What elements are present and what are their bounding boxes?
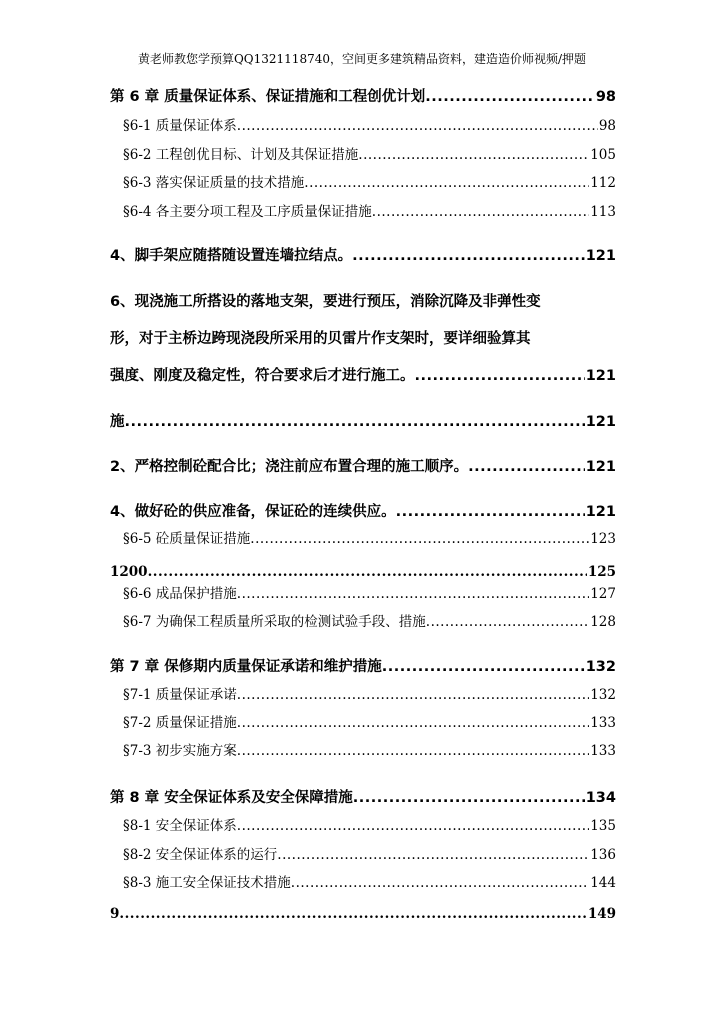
toc-entry-label: §6-6 成品保护措施 bbox=[123, 586, 237, 602]
dot-leader bbox=[250, 531, 589, 547]
toc-entry-chapter-8[interactable] bbox=[110, 786, 616, 807]
toc-entry-support-line-1: 6、现浇施工所搭设的落地支架，要进行预压，消除沉降及非弹性变 bbox=[110, 294, 541, 310]
toc-entry-page: 135 bbox=[590, 818, 616, 834]
toc-entry-label: §7-1 质量保证承诺 bbox=[123, 687, 237, 703]
toc-entry-page: 98 bbox=[598, 118, 616, 134]
toc-entry-concrete-mix[interactable] bbox=[110, 455, 616, 476]
toc-entry-label: §6-4 各主要分项工程及工序质量保证措施 bbox=[123, 204, 372, 220]
toc-entry-page: 121 bbox=[585, 504, 616, 520]
toc-entry-7-3[interactable] bbox=[123, 739, 616, 759]
toc-entry-label: 施 bbox=[110, 414, 125, 430]
toc-entry-label: §8-2 安全保证体系的运行 bbox=[123, 847, 278, 863]
toc-entry-page: 133 bbox=[590, 743, 616, 759]
toc-entry-page: 113 bbox=[590, 204, 616, 220]
toc-entry-page: 144 bbox=[590, 875, 616, 891]
dot-leader bbox=[148, 564, 587, 580]
toc-entry-label: §6-2 工程创优目标、计划及其保证措施 bbox=[123, 147, 359, 163]
dot-leader bbox=[237, 687, 589, 703]
toc-entry-page: 127 bbox=[590, 586, 616, 602]
toc-entry-8-1[interactable] bbox=[123, 814, 616, 834]
toc-entry-support-line-3[interactable] bbox=[110, 364, 616, 385]
dot-leader bbox=[352, 248, 585, 264]
dot-leader bbox=[358, 147, 589, 163]
toc-entry-chapter-7[interactable] bbox=[110, 655, 616, 676]
toc-entry-label: 9 bbox=[110, 906, 120, 922]
toc-entry-6-4[interactable] bbox=[123, 200, 616, 220]
toc-entry-label: 第 6 章 质量保证体系、保证措施和工程创优计划 bbox=[110, 89, 426, 105]
toc-entry-7-1[interactable] bbox=[123, 683, 616, 703]
toc-entry-support-line-2: 形，对于主桥边跨现浇段所采用的贝雷片作支架时，要详细验算其 bbox=[110, 331, 531, 347]
toc-entry-page: 128 bbox=[590, 614, 616, 630]
toc-entry-label: 2、严格控制砼配合比；浇注前应布置合理的施工顺序。 bbox=[110, 459, 469, 475]
toc-entry-page: 132 bbox=[585, 659, 616, 675]
toc-entry-page: 136 bbox=[590, 847, 616, 863]
toc-entry-label: 强度、刚度及稳定性，符合要求后才进行施工。 bbox=[110, 368, 415, 384]
toc-entry-page: 132 bbox=[590, 687, 616, 703]
toc-entry-chapter-6[interactable] bbox=[110, 85, 616, 106]
toc-entry-6-6[interactable] bbox=[123, 582, 616, 602]
toc-entry-label: 第 7 章 保修期内质量保证承诺和维护措施 bbox=[110, 659, 382, 675]
toc-entry-6-7[interactable] bbox=[123, 610, 616, 630]
toc-entry-page: 149 bbox=[587, 906, 616, 922]
toc-entry-page: 105 bbox=[590, 147, 616, 163]
dot-leader bbox=[425, 89, 595, 105]
toc-entry-6-1[interactable] bbox=[123, 114, 616, 134]
dot-leader bbox=[237, 715, 589, 731]
toc-entry-label: §6-1 质量保证体系 bbox=[123, 118, 237, 134]
dot-leader bbox=[237, 118, 598, 134]
toc-entry-page: 133 bbox=[590, 715, 616, 731]
dot-leader bbox=[237, 743, 589, 759]
dot-leader bbox=[125, 414, 585, 430]
toc-entry-page: 121 bbox=[585, 459, 616, 475]
dot-leader bbox=[426, 614, 589, 630]
toc-entry-1200[interactable] bbox=[110, 564, 616, 580]
dot-leader bbox=[396, 504, 585, 520]
dot-leader bbox=[468, 459, 585, 475]
toc-entry-8-2[interactable] bbox=[123, 843, 616, 863]
toc-entry-6-5[interactable] bbox=[123, 527, 616, 547]
toc-entry-page: 121 bbox=[585, 414, 616, 430]
toc-entry-label: 4、脚手架应随搭随设置连墙拉结点。 bbox=[110, 248, 353, 264]
toc-entry-page: 125 bbox=[587, 564, 616, 580]
toc-entry-8-3[interactable] bbox=[123, 871, 616, 891]
dot-leader bbox=[372, 204, 589, 220]
toc-entry-concrete-supply[interactable] bbox=[110, 500, 616, 521]
toc-entry-page: 98 bbox=[595, 89, 616, 105]
toc-entry-scaffold-tie[interactable] bbox=[110, 244, 616, 265]
page-header: 黄老师教您学预算QQ1321118740，空间更多建筑精品资料，建造造价师视频/押题 bbox=[137, 52, 587, 66]
dot-leader bbox=[277, 847, 589, 863]
toc-entry-7-2[interactable] bbox=[123, 711, 616, 731]
toc-entry-page: 112 bbox=[590, 175, 616, 191]
toc-entry-page: 121 bbox=[585, 248, 616, 264]
toc-entry-page: 123 bbox=[590, 531, 616, 547]
toc-entry-9[interactable] bbox=[110, 906, 616, 922]
toc-entry-label: 第 8 章 安全保证体系及安全保障措施 bbox=[110, 790, 353, 806]
dot-leader bbox=[291, 875, 589, 891]
toc-entry-shi[interactable] bbox=[110, 410, 616, 431]
toc-entry-label: §7-3 初步实施方案 bbox=[123, 743, 237, 759]
toc-entry-label: §8-1 安全保证体系 bbox=[123, 818, 237, 834]
toc-entry-label: §6-5 砼质量保证措施 bbox=[123, 531, 251, 547]
toc-entry-page: 134 bbox=[585, 790, 616, 806]
dot-leader bbox=[237, 586, 589, 602]
dot-leader bbox=[382, 659, 585, 675]
dot-leader bbox=[415, 368, 585, 384]
toc-entry-label: 4、做好砼的供应准备，保证砼的连续供应。 bbox=[110, 504, 396, 520]
toc-entry-label: §6-3 落实保证质量的技术措施 bbox=[123, 175, 305, 191]
toc-entry-label: §6-7 为确保工程质量所采取的检测试验手段、措施 bbox=[123, 614, 426, 630]
toc-entry-label: §8-3 施工安全保证技术措施 bbox=[123, 875, 291, 891]
dot-leader bbox=[119, 906, 586, 922]
dot-leader bbox=[237, 818, 589, 834]
toc-entry-label: 1200 bbox=[110, 564, 148, 580]
toc-entry-label: §7-2 质量保证措施 bbox=[123, 715, 237, 731]
dot-leader bbox=[353, 790, 585, 806]
toc-entry-6-2[interactable] bbox=[123, 143, 616, 163]
toc-entry-page: 121 bbox=[585, 368, 616, 384]
dot-leader bbox=[304, 175, 589, 191]
toc-entry-6-3[interactable] bbox=[123, 171, 616, 191]
